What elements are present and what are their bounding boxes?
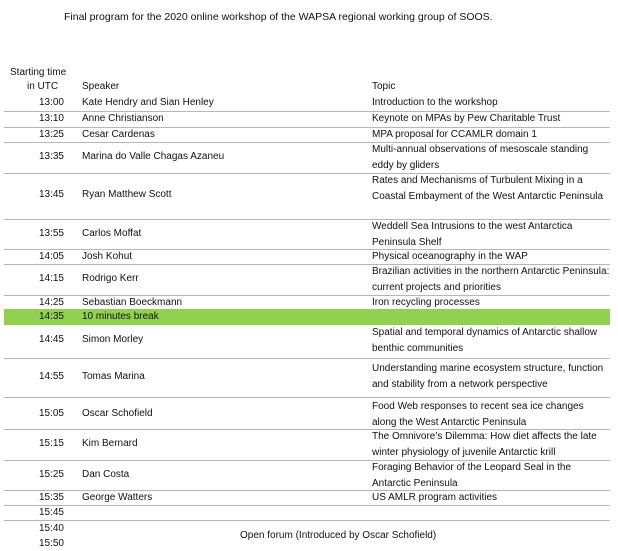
row-speaker: George Watters bbox=[82, 492, 153, 503]
row-speaker: Kim Bernard bbox=[82, 438, 138, 449]
row-topic: Physical oceanography in the WAP bbox=[372, 251, 528, 262]
row-speaker: Tomas Marina bbox=[82, 371, 145, 382]
row-topic: Keynote on MPAs by Pew Charitable Trust bbox=[372, 113, 561, 124]
table-row bbox=[4, 460, 610, 490]
row-topic: Introduction to the workshop bbox=[372, 97, 498, 108]
row-time: 15:25 bbox=[38, 469, 64, 480]
table-row bbox=[4, 295, 610, 309]
document-title: Final program for the 2020 online workshop of the WAPSA regional working group of SOOS. bbox=[64, 11, 493, 23]
row-speaker: Josh Kohut bbox=[82, 251, 133, 262]
table-row bbox=[4, 127, 610, 142]
row-time: 13:25 bbox=[38, 129, 64, 140]
row-topic: Brazilian activities in the northern Antarctic Peninsula: current projects and priorities bbox=[372, 266, 610, 293]
row-time: 14:25 bbox=[38, 297, 64, 308]
row-speaker: 10 minutes break bbox=[82, 311, 159, 322]
row-time: 15:35 bbox=[38, 492, 64, 503]
row-divider bbox=[4, 520, 610, 521]
row-speaker: Oscar Schofield bbox=[82, 408, 153, 419]
row-time: 14:35 bbox=[38, 311, 64, 322]
row-time: 15:05 bbox=[38, 408, 64, 419]
row-time: 15:15 bbox=[38, 438, 64, 449]
row-speaker: Simon Morley bbox=[82, 334, 144, 345]
table-row bbox=[4, 490, 610, 505]
row-time: 14:55 bbox=[38, 371, 64, 382]
table-row bbox=[4, 249, 610, 264]
row-topic: Multi-annual observations of mesoscale standing eddy by gliders bbox=[372, 144, 589, 171]
table-row bbox=[4, 95, 610, 111]
header-speaker: Speaker bbox=[82, 81, 120, 92]
table-row bbox=[4, 429, 610, 460]
break-row bbox=[4, 309, 610, 325]
row-speaker: Carlos Moffat bbox=[82, 228, 142, 239]
row-topic: Weddell Sea Intrusions to the west Antarctica Peninsula Shelf bbox=[372, 221, 573, 248]
forum-time: 15:50 bbox=[38, 538, 64, 549]
header-time-line2: in UTC bbox=[27, 81, 59, 92]
row-topic: Food Web responses to recent sea ice changes along the West Antarctic Peninsula bbox=[372, 401, 584, 428]
row-speaker: Rodrigo Kerr bbox=[82, 273, 139, 284]
table-row bbox=[4, 111, 610, 127]
row-topic: MPA proposal for CCAMLR domain 1 bbox=[372, 129, 537, 140]
header-topic: Topic bbox=[372, 81, 396, 92]
row-time: 13:55 bbox=[38, 228, 64, 239]
table-row bbox=[4, 359, 610, 397]
row-time: 14:05 bbox=[38, 251, 64, 262]
forum-time: 15:40 bbox=[38, 523, 64, 534]
table-row bbox=[4, 173, 610, 219]
row-topic: The Omnivore’s Dilemma: How diet affects the late winter physiology of juvenile Antarctic krill bbox=[372, 431, 597, 458]
row-speaker: Anne Christianson bbox=[82, 113, 164, 124]
row-time: 14:45 bbox=[38, 334, 64, 345]
row-speaker: Cesar Cardenas bbox=[82, 129, 155, 140]
row-topic: Rates and Mechanisms of Turbulent Mixing in a Coastal Embayment of the West Antarctic Peninsula bbox=[372, 175, 604, 202]
table-row bbox=[4, 398, 610, 428]
row-speaker: Sebastian Boeckmann bbox=[82, 297, 183, 308]
row-time: 14:15 bbox=[38, 273, 64, 284]
row-time: 13:35 bbox=[38, 151, 64, 162]
table-row bbox=[4, 325, 610, 356]
row-speaker: Dan Costa bbox=[82, 469, 130, 480]
row-divider bbox=[4, 505, 610, 506]
header-time-line1: Starting time bbox=[10, 67, 67, 78]
row-topic: Iron recycling processes bbox=[372, 297, 480, 308]
table-row bbox=[4, 142, 610, 173]
row-time: 13:10 bbox=[38, 113, 64, 124]
row-speaker: Kate Hendry and Sian Henley bbox=[82, 97, 214, 108]
row-time: 13:00 bbox=[38, 97, 64, 108]
row-topic: Foraging Behavior of the Leopard Seal in the Antarctic Peninsula bbox=[372, 462, 572, 489]
row-speaker: Marina do Valle Chagas Azaneu bbox=[82, 151, 225, 162]
open-forum-label: Open forum (Introduced by Oscar Schofield) bbox=[240, 530, 437, 541]
row-topic: US AMLR program activities bbox=[372, 492, 498, 503]
table-row bbox=[4, 264, 610, 295]
header-starting-time bbox=[10, 66, 72, 94]
row-topic: Understanding marine ecosystem structure, function and stability from a network perspective bbox=[372, 363, 604, 390]
forum-time: 15:45 bbox=[38, 507, 64, 518]
table-row bbox=[4, 219, 610, 249]
row-time: 13:45 bbox=[38, 189, 64, 200]
row-topic: Spatial and temporal dynamics of Antarctic shallow benthic communities bbox=[372, 327, 598, 354]
row-speaker: Ryan Matthew Scott bbox=[82, 189, 172, 200]
